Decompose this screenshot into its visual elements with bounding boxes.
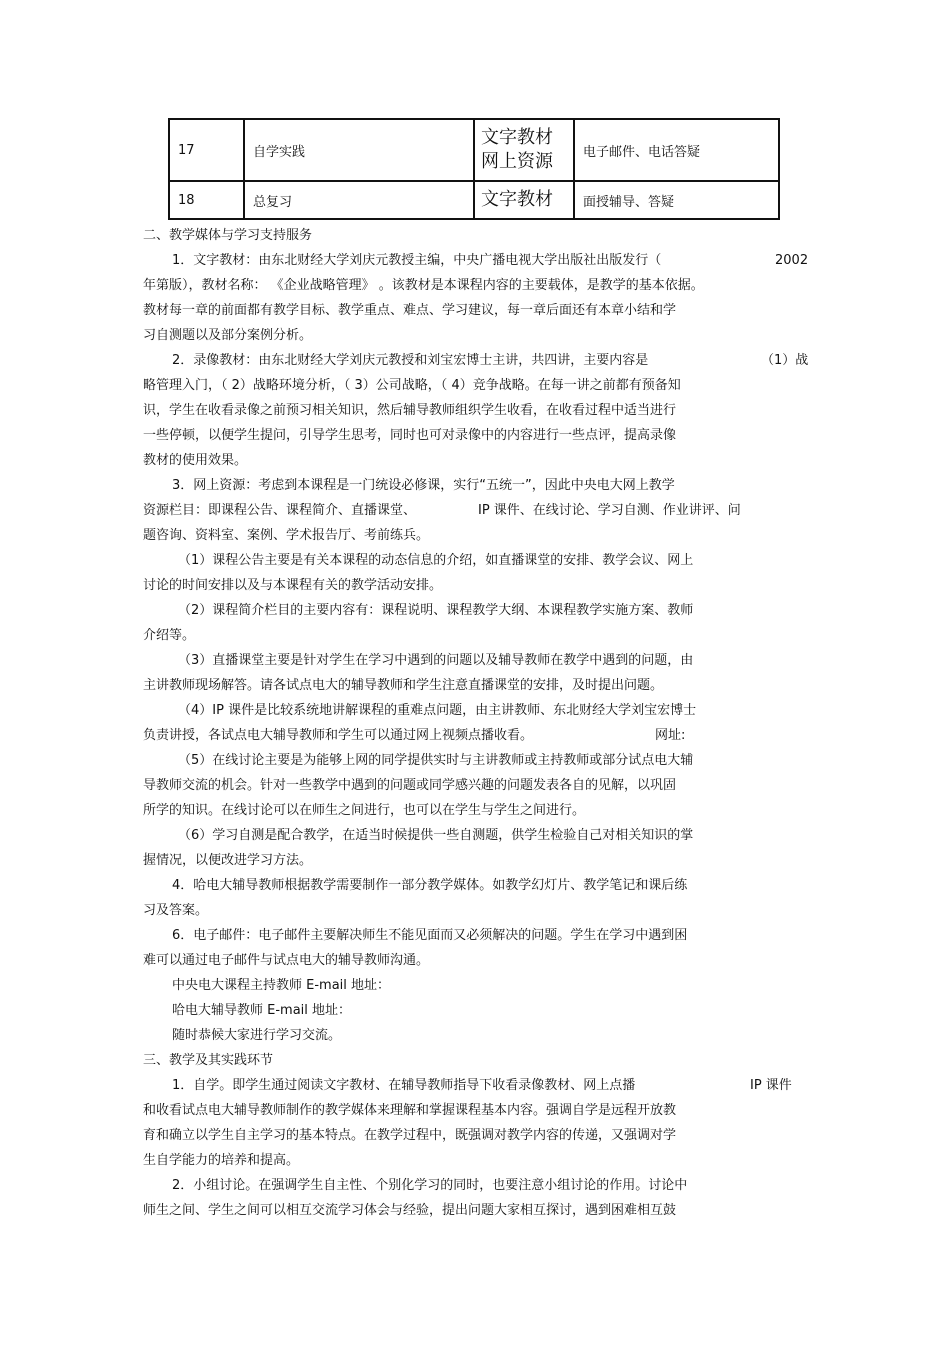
paragraph-line: 生自学能力的培养和提高。 xyxy=(143,1153,300,1168)
paragraph-line: 3．网上资源：考虑到本课程是一门统设必修课，实行“五统一”，因此中央电大网上教学 xyxy=(172,478,675,493)
row-support: 面授辅导、答疑 xyxy=(574,181,779,219)
paragraph-line: 所学的知识。在线讨论可以在师生之间进行，也可以在学生与学生之间进行。 xyxy=(143,803,586,818)
paragraph-line: 和收看试点电大辅导教师制作的教学媒体来理解和掌握课程基本内容。强调自学是远程开放教 xyxy=(143,1103,677,1118)
paragraph-line: （5）在线讨论主要是为能够上网的同学提供实时与主讲教师或主持教师或部分试点电大辅 xyxy=(178,753,694,768)
paragraph-line: 教材的使用效果。 xyxy=(143,453,248,468)
paragraph-line: 2．录像教材：由东北财经大学刘庆元教授和刘宝宏博士主讲，共四讲，主要内容是 xyxy=(172,353,649,368)
paragraph-line: 1．自学。即学生通过阅读文字教材、在辅导教师指导下收看录像教材、网上点播 xyxy=(172,1078,636,1093)
schedule-table xyxy=(168,118,780,220)
paragraph-line: 讨论的时间安排以及与本课程有关的教学活动安排。 xyxy=(143,578,443,593)
row-support: 电子邮件、电话答疑 xyxy=(574,119,779,181)
paragraph-line: 2002 xyxy=(775,253,809,268)
paragraph-line: 略管理入门，（ 2）战略环境分析，（ 3）公司战略，（ 4）竞争战略。在每一讲之前都有预备知 xyxy=(143,378,681,393)
row-media xyxy=(474,181,574,219)
paragraph-line: 哈电大辅导教师 E-mail 地址： xyxy=(172,1003,352,1018)
paragraph-line: （6）学习自测是配合教学，在适当时候提供一些自测题，供学生检验自己对相关知识的掌 xyxy=(178,828,694,843)
paragraph-line: 题咨询、资料室、案例、学术报告厅、考前练兵。 xyxy=(143,528,430,543)
paragraph-line: （4）IP 课件是比较系统地讲解课程的重难点问题，由主讲教师、东北财经大学刘宝宏博士 xyxy=(178,703,697,718)
paragraph-line: 2．小组讨论。在强调学生自主性、个别化学习的同时，也要注意小组讨论的作用。讨论中 xyxy=(172,1178,688,1193)
paragraph-line: 年第版），教材名称： 《企业战略管理》 。该教材是本课程内容的主要载体，是教学的基本依据。 xyxy=(143,278,704,293)
paragraph-line: 网址: xyxy=(655,728,686,743)
paragraph-line: IP 课件 xyxy=(750,1078,792,1093)
paragraph-line: 随时恭候大家进行学习交流。 xyxy=(172,1028,342,1043)
section-heading: 三、教学及其实践环节 xyxy=(143,1053,274,1068)
paragraph-line: 中央电大课程主持教师 E-mail 地址： xyxy=(172,978,391,993)
paragraph-line: （1）战 xyxy=(761,353,809,368)
paragraph-line: 4．哈电大辅导教师根据教学需要制作一部分教学媒体。如教学幻灯片、教学笔记和课后练 xyxy=(172,878,688,893)
row-media xyxy=(474,119,574,181)
paragraph-line: 习自测题以及部分案例分析。 xyxy=(143,328,313,343)
paragraph-line: 教材每一章的前面都有教学目标、教学重点、难点、学习建议，每一章后面还有本章小结和学 xyxy=(143,303,677,318)
paragraph-line: IP 课件、在线讨论、学习自测、作业讲评、问 xyxy=(478,503,741,518)
paragraph-line: 负责讲授，各试点电大辅导教师和学生可以通过网上视频点播收看。 xyxy=(143,728,534,743)
paragraph-line: 握情况，以便改进学习方法。 xyxy=(143,853,313,868)
media-line: 文字教材 xyxy=(481,127,553,148)
paragraph-line: 导教师交流的机会。针对一些教学中遇到的问题或同学感兴趣的问题发表各自的见解，以巩固 xyxy=(143,778,677,793)
paragraph-line: （3）直播课堂主要是针对学生在学习中遇到的问题以及辅导教师在教学中遇到的问题，由 xyxy=(178,653,694,668)
paragraph-line: 介绍等。 xyxy=(143,628,196,643)
paragraph-line: （1）课程公告主要是有关本课程的动态信息的介绍，如直播课堂的安排、教学会议、网上 xyxy=(178,553,694,568)
table-row xyxy=(169,119,779,181)
paragraph-line: 育和确立以学生自主学习的基本特点。在教学过程中，既强调对教学内容的传递，又强调对学 xyxy=(143,1128,677,1143)
paragraph-line: 识，学生在收看录像之前预习相关知识，然后辅导教师组织学生收看，在收看过程中适当进行 xyxy=(143,403,677,418)
media-line: 网上资源 xyxy=(481,151,553,172)
paragraph-line: 主讲教师现场解答。请各试点电大的辅导教师和学生注意直播课堂的安排，及时提出问题。 xyxy=(143,678,664,693)
paragraph-line: 资源栏目：即课程公告、课程简介、直播课堂、 xyxy=(143,503,417,518)
row-number: 17 xyxy=(169,119,244,181)
row-activity: 自学实践 xyxy=(244,119,474,181)
paragraph-line: 1．文字教材：由东北财经大学刘庆元教授主编，中央广播电视大学出版社出版发行（ xyxy=(172,253,662,268)
table-row xyxy=(169,181,779,219)
paragraph-line: 师生之间、学生之间可以相互交流学习体会与经验，提出问题大家相互探讨，遇到困难相互鼓 xyxy=(143,1203,677,1218)
paragraph-line: 一些停顿，以便学生提问，引导学生思考，同时也可对录像中的内容进行一些点评，提高录像 xyxy=(143,428,677,443)
row-activity: 总复习 xyxy=(244,181,474,219)
paragraph-line: 6．电子邮件：电子邮件主要解决师生不能见面而又必须解决的问题。学生在学习中遇到困 xyxy=(172,928,688,943)
media-line: 文字教材 xyxy=(481,189,553,210)
section-heading: 二、教学媒体与学习支持服务 xyxy=(143,228,313,243)
paragraph-line: 习及答案。 xyxy=(143,903,209,918)
paragraph-line: （2）课程简介栏目的主要内容有：课程说明、课程教学大纲、本课程教学实施方案、教师 xyxy=(178,603,694,618)
row-number: 18 xyxy=(169,181,244,219)
paragraph-line: 难可以通过电子邮件与试点电大的辅导教师沟通。 xyxy=(143,953,430,968)
